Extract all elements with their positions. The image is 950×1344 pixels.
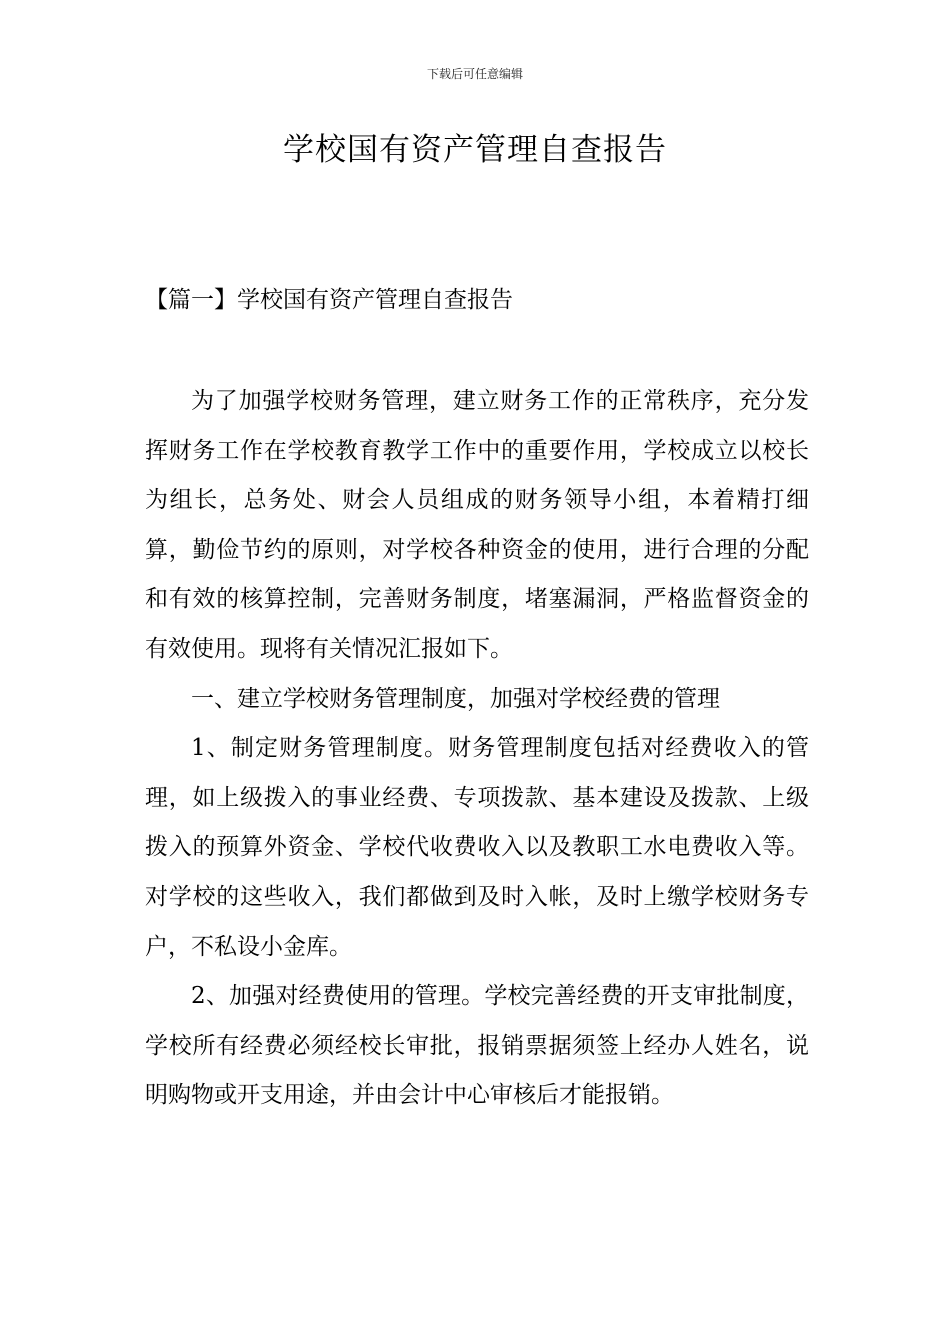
paragraph-intro: 为了加强学校财务管理，建立财务工作的正常秩序，充分发挥财务工作在学校教育教学工作中的重要作用，学校成立以校长为组长，总务处、财会人员组成的财务领导小组，本着精打细算，勤俭节约的原则，对学校各种资金的使用，进行合理的分配和有效的核算控制，完善财务制度，堵塞漏洞，严格监督资金的有效使用。现将有关情况汇报如下。 <box>145 388 809 662</box>
paragraph-item-2: 2、加强对经费使用的管理。学校完善经费的开支审批制度，学校所有经费必须经校长审批，报销票据须签上经办人姓名，说明购物或开支用途，并由会计中心审核后才能报销。 <box>145 983 809 1109</box>
section-heading: 【篇一】学校国有资产管理自查报告 <box>145 287 513 313</box>
document-title: 学校国有资产管理自查报告 <box>283 132 667 168</box>
header-note: 下载后可任意编辑 <box>426 67 523 81</box>
paragraph-heading-one: 一、建立学校财务管理制度，加强对学校经费的管理 <box>191 685 720 712</box>
paragraph-item-1: 1、制定财务管理制度。财务管理制度包括对经费收入的管理，如上级拨入的事业经费、专项拨款、基本建设及拨款、上级拨入的预算外资金、学校代收费收入以及教职工水电费收入等。对学校的这些收入，我们都做到及时入帐，及时上缴学校财务专户，不私设小金库。 <box>145 735 809 960</box>
document-body <box>145 377 809 1121</box>
